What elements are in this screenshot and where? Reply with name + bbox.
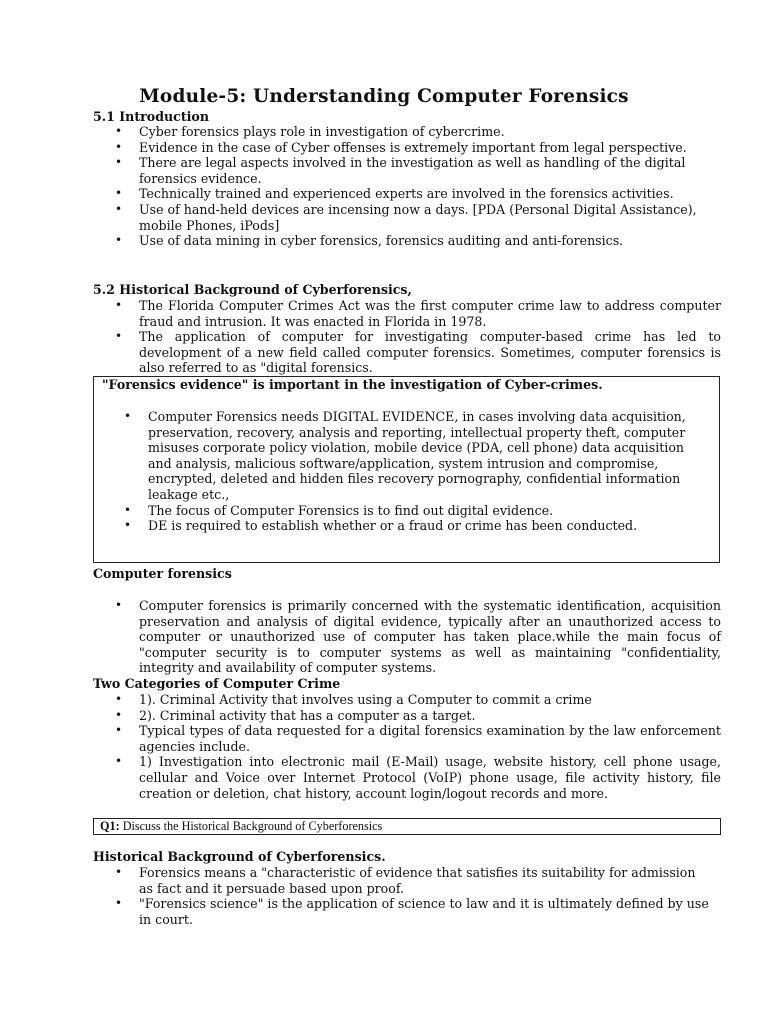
list-item: • Evidence in the case of Cyber offenses is extremely important from legal perspective.: [93, 140, 723, 156]
list-item: • The focus of Computer Forensics is to find out digital evidence.: [102, 503, 706, 519]
list-item: • 1). Criminal Activity that involves using a Computer to commit a crime: [93, 692, 721, 708]
list-item: • "Forensics science" is the application of science to law and it is ultimately defined by use in court.: [93, 896, 713, 927]
page-title: Module-5: Understanding Computer Forensics: [139, 86, 629, 107]
list-item: • Computer forensics is primarily concerned with the systematic identification, acquisition preservation and analysis of digital evidence, typically after an unauthorized access to computer or unauthorized use of computer has taken place.while the main focus of "computer security is to computer systems as well as maintaining "confidentiality, integrity and availability of computer systems.: [93, 598, 721, 676]
section-heading-historical-background-2: Historical Background of Cyberforensics.: [93, 849, 386, 864]
list-item: • The Florida Computer Crimes Act was the first computer crime law to address computer fraud and intrusion. It was enacted in Florida in 1978.: [93, 298, 721, 329]
introduction-bullet-list: [93, 124, 723, 249]
historical2-bullet-list: [93, 865, 713, 927]
list-item: • 2). Criminal activity that has a computer as a target.: [93, 708, 721, 724]
list-item: • Typical types of data requested for a digital forensics examination by the law enforcement agencies include.: [93, 723, 721, 754]
box-heading: "Forensics evidence" is important in the investigation of Cyber-crimes.: [102, 377, 603, 392]
section-heading-computer-forensics: Computer forensics: [93, 566, 232, 581]
box-bullet-list: [102, 409, 706, 534]
list-item: • Computer Forensics needs DIGITAL EVIDENCE, in cases involving data acquisition, preservation, recovery, analysis and reporting, intellectual property theft, computer misuses corporate policy violation, mobile device (PDA, cell phone) data acquisition and analysis, malicious software/application, system intrusion and compromise, encrypted, deleted and hidden files recovery pornography, confidential information leakage etc.,: [102, 409, 706, 503]
question-text: Discuss the Historical Background of Cyberforensics: [119, 819, 383, 833]
section-heading-historical-background: 5.2 Historical Background of Cyberforensics,: [93, 282, 412, 297]
list-item: • The application of computer for investigating computer-based crime has led to development of a new field called computer forensics. Sometimes, computer forensics is also referred to as "digital forensics.: [93, 329, 721, 376]
list-item: • Use of data mining in cyber forensics, forensics auditing and anti-forensics.: [93, 233, 723, 249]
list-item: • There are legal aspects involved in the investigation as well as handling of the digital forensics evidence.: [93, 155, 723, 186]
section-heading-two-categories: Two Categories of Computer Crime: [93, 676, 341, 691]
computer-forensics-bullet-list: [93, 598, 721, 676]
question-label: Q1:: [100, 819, 120, 833]
list-item: • Forensics means a "characteristic of evidence that satisfies its suitability for admission as fact and it persuade based upon proof.: [93, 865, 713, 896]
section-heading-introduction: 5.1 Introduction: [93, 109, 209, 124]
list-item: • Use of hand-held devices are incensing now a days. [PDA (Personal Digital Assistance), mobile Phones, iPods]: [93, 202, 723, 233]
list-item: • 1) Investigation into electronic mail (E-Mail) usage, website history, cell phone usage, cellular and Voice over Internet Protocol (VoIP) phone usage, file activity history, file creation or deletion, chat history, account login/logout records and more.: [93, 754, 721, 801]
forensics-evidence-box: [93, 376, 720, 563]
question-box: [93, 818, 721, 835]
list-item: • Technically trained and experienced experts are involved in the forensics activities.: [93, 186, 723, 202]
historical-bullet-list: [93, 298, 721, 376]
list-item: • Cyber forensics plays role in investigation of cybercrime.: [93, 124, 723, 140]
categories-bullet-list: [93, 692, 721, 801]
list-item: • DE is required to establish whether or a fraud or crime has been conducted.: [102, 518, 706, 534]
